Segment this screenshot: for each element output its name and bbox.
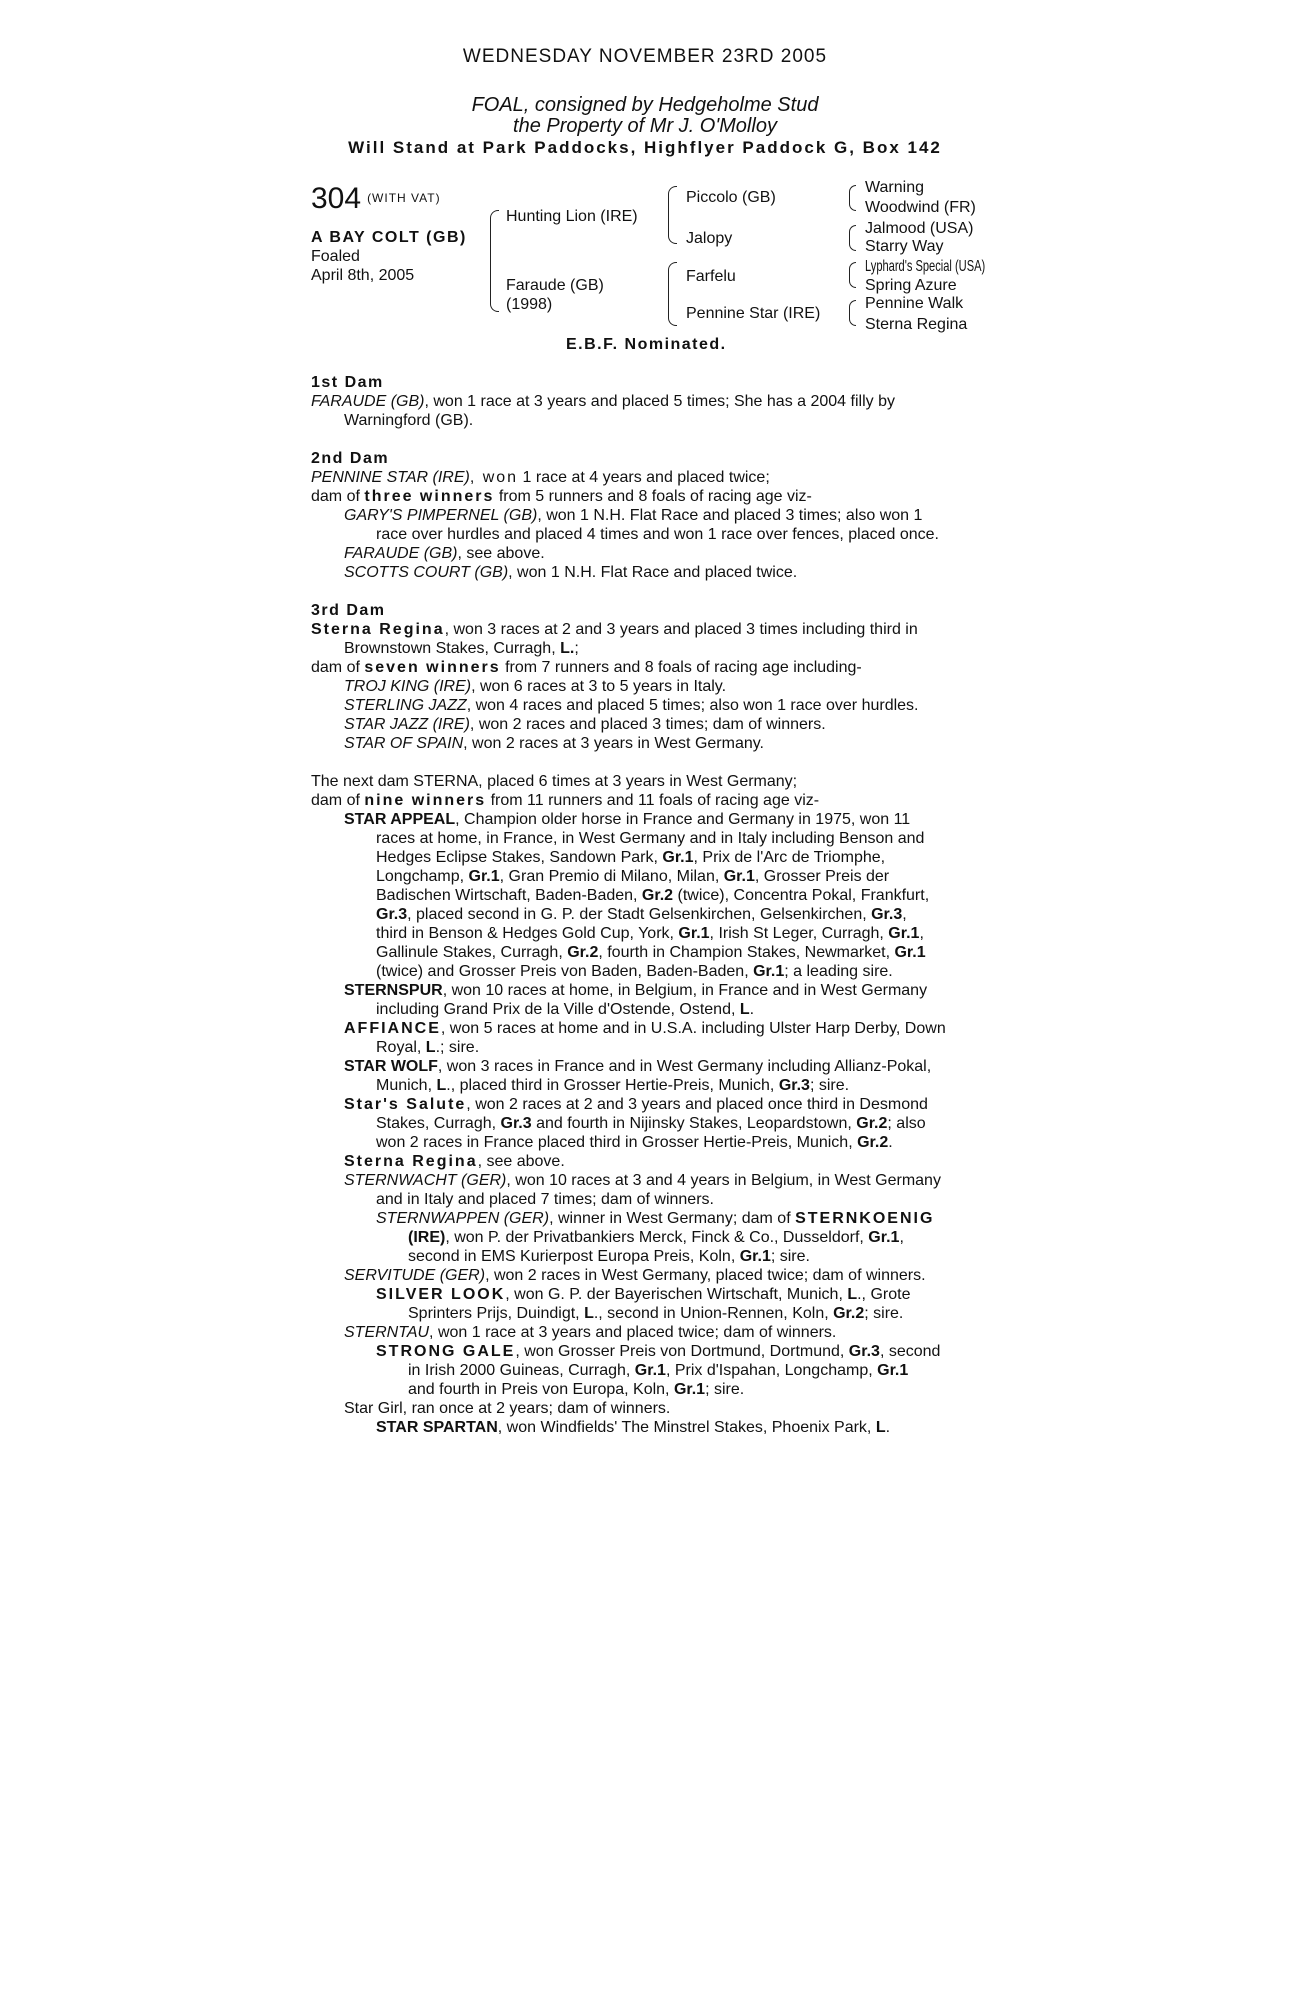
strong-gale-2a: in Irish 2000 Guineas, Curragh, [408, 1362, 635, 1379]
servitude-1 [344, 1266, 926, 1285]
pedigree-brace-1 [490, 210, 499, 312]
strong-gale-1c: , second [879, 1343, 941, 1360]
ebf-nominated: E.B.F. Nominated. [566, 336, 727, 353]
dam3-p4-a: , won 2 races at 3 years in West Germany. [463, 735, 764, 752]
strong-gale-3c: ; sire. [705, 1381, 745, 1398]
dam3-text3: from 7 runners and 8 foals of racing age including- [500, 659, 862, 676]
silver-look-2 [408, 1304, 903, 1323]
strong-gale-1 [376, 1342, 940, 1361]
stars-salute-2c: and fourth in Nijinsky Stakes, Leopardstown, [531, 1115, 857, 1132]
silver-look-2a: Sprinters Prijs, Duindigt, [408, 1305, 585, 1322]
dam3-progeny-1 [344, 677, 726, 696]
star-appeal-1 [344, 810, 910, 829]
sternwappen-2b: , won P. der Privatbankiers Merck, Finck & Co., Dusseldorf, [445, 1229, 869, 1246]
property-line: the Property of Mr J. O'Molloy [513, 115, 777, 137]
star-appeal-5b: Gr.2 [641, 887, 674, 904]
sterntau-text1: , won 1 race at 3 years and placed twice; dam of winners. [429, 1324, 837, 1341]
stand-location: Will Stand at Park Paddocks, Highflyer Paddock G, Box 142 [348, 138, 942, 157]
sternwacht-2: and in Italy and placed 7 times; dam of winners. [376, 1191, 714, 1208]
star-appeal-2: races at home, in France, in West Germany and in Italy including Benson and [376, 830, 925, 847]
dam3-p2-name: STERLING JAZZ [344, 697, 467, 714]
pedigree-gg-6: Spring Azure [865, 277, 957, 294]
star-appeal-9b: Gr.1 [753, 963, 785, 980]
silver-look-2c: ., second in Union-Rennen, Koln, [593, 1305, 834, 1322]
strong-gale-2 [408, 1361, 908, 1380]
sterna-regina-name: Sterna Regina [344, 1153, 478, 1170]
dam1-text1: , won 1 race at 3 years and placed 5 times; She has a 2004 filly by [424, 393, 895, 410]
star-appeal-7 [376, 924, 924, 943]
star-appeal-6 [376, 905, 907, 924]
silver-look-1c: ., Grote [857, 1286, 911, 1303]
stars-salute-1 [344, 1095, 928, 1114]
pedigree-brace-2b [668, 262, 677, 326]
sternwappen-3b: Gr.1 [739, 1248, 771, 1265]
strong-gale-1a: , won Grosser Preis von Dortmund, Dortmund, [515, 1343, 849, 1360]
star-appeal-4e: , Grosser Preis der [754, 868, 890, 885]
star-appeal-4d: Gr.1 [723, 868, 755, 885]
pedigree-dam: Faraude (GB) [506, 277, 604, 294]
strong-gale-3a: and fourth in Preis von Europa, Koln, [408, 1381, 674, 1398]
stars-salute-2e: ; also [887, 1115, 926, 1132]
pedigree-brace-3a [849, 185, 856, 211]
star-appeal-7a: third in Benson & Hedges Gold Cup, York, [376, 925, 679, 942]
servitude-text1: , won 2 races in West Germany, placed twice; dam of winners. [485, 1267, 926, 1284]
star-appeal-name: STAR APPEAL [344, 811, 456, 828]
dam3-damof: dam of [311, 659, 365, 676]
dam3-name: Sterna Regina [311, 621, 445, 638]
dam1-line1 [311, 392, 895, 411]
dam3-winners: seven winners [364, 659, 501, 676]
star-appeal-9 [376, 962, 893, 981]
servitude-name: SERVITUDE (GER) [344, 1267, 486, 1284]
stars-salute-2a: Stakes, Curragh, [376, 1115, 501, 1132]
pedigree-brace-2a [668, 186, 677, 244]
star-wolf-2c: ., placed third in Grosser Hertie-Preis, Munich, [446, 1077, 779, 1094]
silver-look-2e: ; sire. [864, 1305, 904, 1322]
sternspur-2c: . [749, 1001, 755, 1018]
sternwappen-3c: ; sire. [770, 1248, 810, 1265]
star-spartan-1b: L [875, 1419, 886, 1436]
star-appeal-5a: Badischen Wirtschaft, Baden-Baden, [376, 887, 642, 904]
next-dam-damof: dam of [311, 792, 365, 809]
star-appeal-7c: , Irish St Leger, Curragh, [709, 925, 889, 942]
vat-note: (WITH VAT) [367, 191, 441, 205]
lot-number-value: 304 [311, 182, 362, 215]
pedigree-sire-dam: Jalopy [686, 230, 733, 247]
pedigree-brace-3d [849, 300, 856, 326]
sternspur-name: STERNSPUR [344, 982, 443, 999]
star-appeal-7b: Gr.1 [678, 925, 710, 942]
dam3-progeny-4 [344, 734, 764, 753]
pedigree-brace-3c [849, 262, 856, 288]
star-appeal-8 [376, 943, 926, 962]
dam1-line2: Warningford (GB). [344, 412, 474, 429]
star-appeal-6c: Gr.3 [871, 906, 903, 923]
dam2-p2-name: FARAUDE (GB) [344, 545, 458, 562]
pedigree-dam-dam: Pennine Star (IRE) [686, 305, 821, 322]
consignor-line: FOAL, consigned by Hedgeholme Stud [471, 94, 819, 116]
affiance-2 [376, 1038, 479, 1057]
affiance-2b: L [425, 1039, 436, 1056]
pedigree-gg-1: Warning [865, 179, 924, 196]
pedigree-gg-8: Sterna Regina [865, 316, 968, 333]
stars-salute-2 [376, 1114, 926, 1133]
silver-look-name: SILVER LOOK [376, 1286, 506, 1303]
stars-salute-3 [376, 1133, 893, 1152]
sternspur-1 [344, 981, 927, 1000]
dam3-p1-name: TROJ KING (IRE) [344, 678, 472, 695]
star-appeal-7e: , [919, 925, 924, 942]
star-appeal-8b: Gr.2 [567, 944, 599, 961]
dam2-line1 [311, 468, 770, 487]
next-dam-line2-text: from 11 runners and 11 foals of racing age viz- [486, 792, 820, 809]
star-wolf-2a: Munich, [376, 1077, 437, 1094]
stars-salute-3b: Gr.2 [857, 1134, 889, 1151]
star-appeal-6a: Gr.3 [376, 906, 408, 923]
star-wolf-text1: , won 3 races in France and in West Germany including Allianz-Pokal, [437, 1058, 932, 1075]
dam3-p3-a: , won 2 races and placed 3 times; dam of winners. [469, 716, 826, 733]
sternwacht-text1: , won 10 races at 3 and 4 years in Belgium, in West Germany [506, 1172, 941, 1189]
pedigree-dam-year: (1998) [506, 296, 553, 313]
dam3-progeny-3 [344, 715, 826, 734]
pedigree-gg-2: Woodwind (FR) [865, 199, 976, 216]
star-appeal-4c: , Gran Premio di Milano, Milan, [499, 868, 724, 885]
star-wolf-2b: L [436, 1077, 447, 1094]
star-appeal-9a: (twice) and Grosser Preis von Baden, Baden-Baden, [376, 963, 754, 980]
star-appeal-6d: , [902, 906, 907, 923]
sternwappen-text1: , winner in West Germany; dam of [549, 1210, 796, 1227]
strong-gale-2c: , Prix d'Ispahan, Longchamp, [665, 1362, 878, 1379]
affiance-2c: .; sire. [435, 1039, 480, 1056]
stars-salute-text1: , won 2 races at 2 and 3 years and placed once third in Desmond [466, 1096, 928, 1113]
affiance-1 [344, 1019, 946, 1038]
dam3-text2c: ; [574, 640, 579, 657]
dam3-text1: , won 3 races at 2 and 3 years and placed 3 times including third in [444, 621, 918, 638]
pedigree-gg-7: Pennine Walk [865, 295, 964, 312]
star-spartan-1c: . [885, 1419, 891, 1436]
sternwacht-1 [344, 1171, 941, 1190]
silver-look-1 [376, 1285, 910, 1304]
dam2-p3-name: SCOTTS COURT (GB) [344, 564, 509, 581]
pedigree-dam-sire: Farfelu [686, 268, 736, 285]
dam2-progeny-1 [344, 506, 922, 525]
dam3-p3-name: STAR JAZZ (IRE) [344, 716, 470, 733]
silver-look-2b: L [584, 1305, 594, 1322]
star-wolf-name: STAR WOLF [344, 1058, 438, 1075]
star-appeal-7d: Gr.1 [888, 925, 920, 942]
dam3-line1 [311, 620, 918, 639]
star-appeal-8d: Gr.1 [894, 944, 926, 961]
star-appeal-3a: Hedges Eclipse Stakes, Sandown Park, [376, 849, 663, 866]
star-appeal-6b: , placed second in G. P. der Stadt Gelsenkirchen, Gelsenkirchen, [407, 906, 872, 923]
star-appeal-5c: (twice), Concentra Pokal, Frankfurt, [673, 887, 930, 904]
sternspur-text1: , won 10 races at home, in Belgium, in France and in West Germany [442, 982, 928, 999]
dam2-progeny-3 [344, 563, 797, 582]
sternwappen-2c: Gr.1 [868, 1229, 900, 1246]
affiance-name: AFFIANCE [344, 1020, 441, 1037]
star-appeal-8a: Gallinule Stakes, Curragh, [376, 944, 568, 961]
dam3-line3 [311, 658, 862, 677]
dam1-name: FARAUDE (GB) [311, 393, 425, 410]
silver-look-1a: , won G. P. der Bayerischen Wirtschaft, Munich, [505, 1286, 848, 1303]
dam3-text2a: Brownstown Stakes, Curragh, [344, 640, 561, 657]
pedigree-brace-3b [849, 225, 856, 251]
dam3-text2b: L. [560, 640, 575, 657]
sterna-regina-text: , see above. [477, 1153, 565, 1170]
dam1-heading: 1st Dam [311, 374, 384, 391]
strong-gale-1b: Gr.3 [848, 1343, 880, 1360]
sternwappen-3a: second in EMS Kurierpost Europa Preis, Koln, [408, 1248, 740, 1265]
sternwappen-2d: , [899, 1229, 904, 1246]
sternwappen-2a: (IRE) [408, 1229, 446, 1246]
dam3-line2 [344, 639, 579, 658]
stars-salute-2d: Gr.2 [856, 1115, 888, 1132]
affiance-2a: Royal, [376, 1039, 426, 1056]
stars-salute-name: Star's Salute [344, 1096, 467, 1113]
star-spartan-name: STAR SPARTAN [376, 1419, 498, 1436]
affiance-text1: , won 5 races at home and in U.S.A. including Ulster Harp Derby, Down [440, 1020, 946, 1037]
dam2-text1: 1 race at 4 years and placed twice; [518, 469, 770, 486]
sternwappen-3 [408, 1247, 810, 1266]
star-girl-1: Star Girl, ran once at 2 years; dam of winners. [344, 1400, 671, 1417]
dam3-p2-a: , won 4 races and placed 5 times; also won 1 race over hurdles. [466, 697, 919, 714]
sternwappen-1 [376, 1209, 934, 1228]
dam2-p3-a: , won 1 N.H. Flat Race and placed twice. [508, 564, 798, 581]
sternkoenig-name: STERNKOENIG [795, 1210, 935, 1227]
star-spartan-1 [376, 1418, 890, 1437]
star-wolf-1 [344, 1057, 931, 1076]
next-dam-winners: nine winners [364, 792, 487, 809]
sterntau-name: STERNTAU [344, 1324, 430, 1341]
star-appeal-4 [376, 867, 889, 886]
sternwappen-name: STERNWAPPEN (GER) [376, 1210, 550, 1227]
star-appeal-3b: Gr.1 [662, 849, 694, 866]
sternwacht-name: STERNWACHT (GER) [344, 1172, 507, 1189]
star-appeal-5 [376, 886, 929, 905]
strong-gale-2d: Gr.1 [877, 1362, 909, 1379]
next-dam-line1: The next dam STERNA, placed 6 times at 3 years in West Germany; [311, 773, 798, 790]
pedigree-gg-3: Jalmood (USA) [865, 220, 974, 237]
dam3-p1-a: , won 6 races at 3 to 5 years in Italy. [471, 678, 727, 695]
pedigree-gg-4: Starry Way [865, 238, 944, 255]
foaled-label: Foaled [311, 248, 360, 265]
star-appeal-9c: ; a leading sire. [784, 963, 893, 980]
dam2-p1-a: , won 1 N.H. Flat Race and placed 3 times; also won 1 [537, 507, 923, 524]
star-appeal-3 [376, 848, 885, 867]
pedigree-gg-5: Lyphard's Special (USA) [865, 258, 986, 275]
lot-number [311, 182, 441, 216]
sterntau-1 [344, 1323, 836, 1342]
star-appeal-8c: , fourth in Champion Stakes, Newmarket, [598, 944, 895, 961]
star-wolf-2d: Gr.3 [778, 1077, 810, 1094]
dam2-line2 [311, 487, 812, 506]
dam2-progeny-2 [344, 544, 545, 563]
strong-gale-2b: Gr.1 [634, 1362, 666, 1379]
next-dam-line2 [311, 791, 819, 810]
dam3-progeny-2 [344, 696, 918, 715]
sternspur-2a: including Grand Prix de la Ville d'Ostende, Ostend, [376, 1001, 740, 1018]
star-spartan-text1: , won Windfields' The Minstrel Stakes, Phoenix Park, [497, 1419, 876, 1436]
pedigree-sire: Hunting Lion (IRE) [506, 208, 638, 225]
dam3-p4-name: STAR OF SPAIN [344, 735, 464, 752]
star-appeal-4b: Gr.1 [468, 868, 500, 885]
silver-look-1b: L [847, 1286, 858, 1303]
dam2-p2-a: , see above. [457, 545, 545, 562]
silver-look-2d: Gr.2 [833, 1305, 865, 1322]
pedigree-sire-sire: Piccolo (GB) [686, 189, 776, 206]
stars-salute-2b: Gr.3 [500, 1115, 532, 1132]
sternwappen-2 [408, 1228, 904, 1247]
star-appeal-4a: Longchamp, [376, 868, 469, 885]
sale-date: WEDNESDAY NOVEMBER 23RD 2005 [462, 46, 828, 67]
stars-salute-3c: . [888, 1134, 893, 1151]
star-wolf-2e: ; sire. [809, 1077, 850, 1094]
dam2-name: PENNINE STAR (IRE) [311, 469, 470, 486]
sternspur-2b: L [739, 1001, 750, 1018]
dam2-p1-name: GARY'S PIMPERNEL (GB) [344, 507, 538, 524]
strong-gale-3b: Gr.1 [673, 1381, 706, 1398]
star-appeal-text1: , Champion older horse in France and Germany in 1975, won 11 [455, 811, 911, 828]
dam3-heading: 3rd Dam [311, 602, 386, 619]
star-appeal-3c: , Prix de l'Arc de Triomphe, [693, 849, 886, 866]
dam2-heading: 2nd Dam [311, 450, 390, 467]
strong-gale-name: STRONG GALE [376, 1343, 516, 1360]
sternspur-2 [376, 1000, 754, 1019]
lot-description: A BAY COLT (GB) [311, 229, 467, 246]
foaled-date: April 8th, 2005 [311, 267, 415, 284]
dam2-damof: dam of [311, 488, 365, 505]
dam2-won: , won [469, 469, 519, 486]
dam2-progeny-1b: race over hurdles and placed 4 times and won 1 race over fences, placed once. [376, 526, 939, 543]
dam2-text2: from 5 runners and 8 foals of racing age viz- [494, 488, 812, 505]
strong-gale-3 [408, 1380, 744, 1399]
star-wolf-2 [376, 1076, 849, 1095]
stars-salute-3a: won 2 races in France placed third in Grosser Hertie-Preis, Munich, [376, 1134, 858, 1151]
dam2-winners: three winners [364, 488, 495, 505]
sterna-regina-ref [344, 1152, 565, 1171]
